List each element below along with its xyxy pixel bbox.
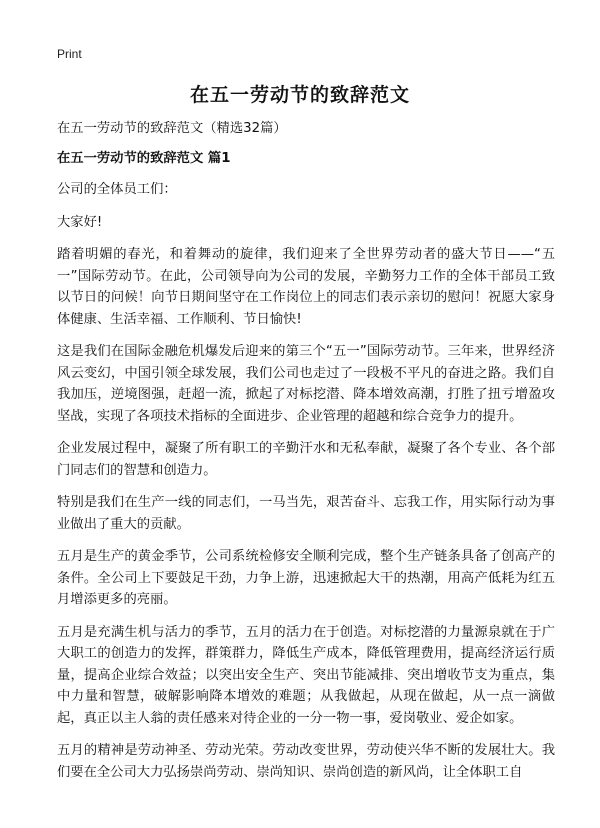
paragraph: 这是我们在国际金融危机爆发后迎来的第三个“五一”国际劳动节。三年来，世界经济风云变幻，中国引领全球发展，我们公司也走过了一段极不平凡的奋进之路。我们自我加压，逆境图强，赶超一流，掀起了对标挖潜、降本增效高潮，打胜了扭亏增盈攻坚战，实现了各项技术指标的全面进步、企业管理的超越和综合竞争力的提升。 [57, 344, 555, 424]
paragraph: 踏着明媚的春光，和着舞动的旋律，我们迎来了全世界劳动者的盛大节日——“五一”国际劳动节。在此，公司领导向为公司的发展，辛勤努力工作的全体干部员工致以节日的问候！向节日期间坚守在工作岗位上的同志们表示亲切的慰问！祝愿大家身体健康、生活幸福、工作顺利、节日愉快! [57, 247, 555, 327]
paragraph: 五月的精神是劳动神圣、劳动光荣。劳动改变世界，劳动使兴华不断的发展壮大。我们要在全公司大力弘扬崇尚劳动、崇尚知识、崇尚创造的新风尚，让全体职工自 [57, 743, 555, 780]
paragraph: 五月是生产的黄金季节，公司系统检修安全顺利完成，整个生产链条具备了创高产的条件。全公司上下要鼓足干劲，力争上游，迅速掀起大干的热潮，用高产低耗为红五月增添更多的亮丽。 [57, 549, 555, 607]
section-title: 在五一劳动节的致辞范文 篇1 [57, 151, 231, 166]
paragraph: 五月是充满生机与活力的季节，五月的活力在于创造。对标挖潜的力量源泉就在于广大职工的创造力的发挥，群策群力，降低生产成本，降低管理费用，提高经济运行质量，提高企业综合效益；以突出安全生产、突出节能减排、突出增收节支为重点，集中力量和智慧，破解影响降本增效的难题；从我做起，从现在做起，从一点一滴做起，真正以主人翁的责任感来对待企业的一分一物一事，爱岗敬业、爱企如家。 [57, 624, 555, 726]
greeting: 大家好! [57, 214, 103, 230]
print-label: Print [57, 47, 82, 61]
paragraph: 特别是我们在生产一线的同志们，一马当先，艰苦奋斗、忘我工作，用实际行动为事业做出了重大的贡献。 [57, 495, 555, 532]
salutation: 公司的全体员工们： [57, 182, 177, 197]
document-title: 在五一劳动节的致辞范文 [189, 84, 410, 106]
document-subtitle: 在五一劳动节的致辞范文（精选32篇） [57, 121, 287, 136]
paragraph: 企业发展过程中，凝聚了所有职工的辛勤汗水和无私奉献，凝聚了各个专业、各个部门同志们的智慧和创造力。 [57, 441, 555, 478]
document-body [57, 118, 555, 794]
